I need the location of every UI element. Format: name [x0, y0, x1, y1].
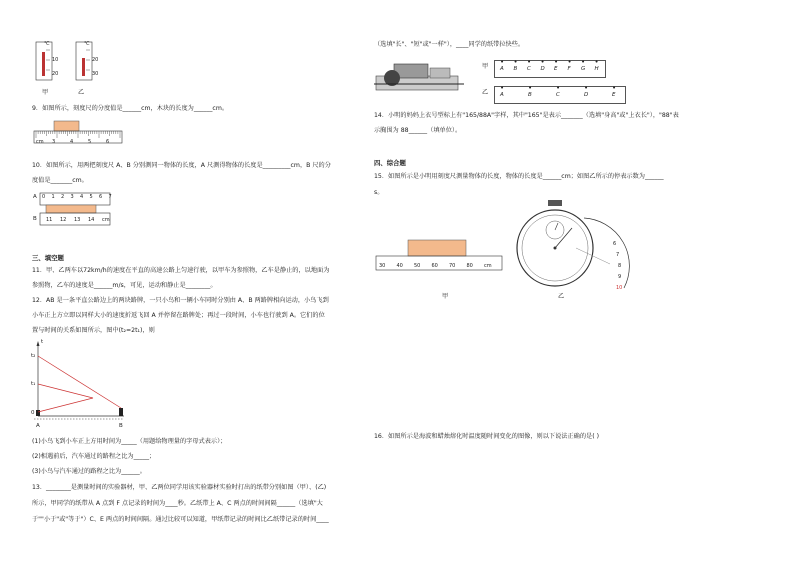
question-10-line2: 度值是_______cm。	[32, 177, 88, 184]
tape-a-point-label: B	[513, 66, 518, 72]
question-11-line2: 参照物，乙车的速度是______m/s，可见，运动和静止是________。	[32, 282, 217, 289]
tape-b-dot: •	[500, 84, 505, 92]
q15-ruler-label: 50	[414, 263, 421, 269]
tape-a-dot: •	[554, 58, 559, 66]
tape-a-point-label: C	[527, 66, 531, 72]
tape-a-point-label: H	[594, 66, 599, 72]
dial-scale-label: 9	[618, 274, 622, 280]
question-11-line1: 11．甲、乙两车以72km/h的速度在平直的高速公路上匀速行驶，以甲车为参照物，乙车是静止的，以地面为	[32, 267, 330, 274]
q15-ruler-label: 70	[449, 263, 456, 269]
tape-a-point-label: A	[500, 66, 504, 72]
dial-scale-label: 6	[613, 241, 617, 247]
ruler-b-tick: 13	[74, 217, 81, 223]
tape-b-dot: •	[528, 84, 533, 92]
q15-label-a: 甲	[442, 293, 449, 300]
graph-a-label: A	[36, 423, 40, 429]
tape-a-point-label: G	[581, 66, 586, 72]
question-12-line2: 小车正上方立即以同样大小的速度折返飞回 A 并停留在路牌处；再过一段时间，小车也行驶到 A。它们的位	[32, 312, 325, 319]
tape-a-dot: •	[594, 58, 599, 66]
question-13-continued: （选填"长"、"短"或"一样"），____同学的纸带拉快些。	[374, 41, 525, 48]
question-14-line2: 示胸围为 88______（填单位）。	[374, 127, 462, 134]
ruler-a-tick: 7	[108, 194, 112, 200]
question-10-line1: 10．如图所示，用两把刻度尺 A、B 分别测同一物体的长度，A 尺测得物体的长度是_________cm，B 尺的分	[32, 162, 331, 169]
thermo-b-tick: 20	[92, 57, 99, 63]
tape-b-point-label: A	[500, 92, 504, 98]
graph-origin-label: 0	[31, 410, 35, 416]
thermo-label-b: 乙	[78, 89, 85, 96]
ruler-a-tick: 4	[80, 194, 84, 200]
section-3-heading: 三、填空题	[32, 254, 64, 262]
graph-t1-label: t₁	[31, 381, 36, 387]
tape-a-dot: •	[513, 58, 518, 66]
tape-a-point-label: E	[554, 66, 558, 72]
q9-ruler-label: 3	[52, 139, 56, 145]
tape-a-dot: •	[527, 58, 532, 66]
question-12-sub2: (2)相遇前后，汽车通过的路程之比为_____；	[32, 453, 156, 460]
question-14-line1: 14．小明的妈妈上衣号型标上有"165/88A"字样，其中"165"是表示_______（选填"身高"或"上衣长"），"88"表	[374, 112, 679, 119]
tape-a-dot: •	[500, 58, 505, 66]
q9-ruler-label: 4	[70, 139, 74, 145]
q15-ruler-label: 80	[466, 263, 473, 269]
tape-a-dot: •	[567, 58, 572, 66]
ruler-a-tick: 1	[51, 194, 55, 200]
q15-ruler-label: 30	[379, 263, 386, 269]
question-13-line2: 所示，甲同学的纸带从 A 点到 F 点记录的时间为____秒。乙纸带上 A、C 两点的时间间隔______（选填"大	[32, 500, 323, 507]
ruler-b-tick: 12	[60, 217, 67, 223]
tape-a-dot: •	[540, 58, 545, 66]
question-12-sub3: (3)小鸟与汽车通过的路程之比为______。	[32, 468, 146, 475]
question-13-line1: 13．________是测量时间的实验器材，甲、乙两位同学用该实验器材实验时打出的纸带分别如图（甲）、(乙)	[32, 484, 327, 491]
dial-scale-label: 7	[616, 252, 620, 258]
graph-b-label: B	[119, 423, 123, 429]
q9-ruler-figure	[34, 118, 124, 146]
tape-b-point-label: C	[556, 92, 560, 98]
tape-b-point-label: E	[612, 92, 616, 98]
tape-a-label: 甲	[482, 63, 489, 70]
ruler-b-tick: cm	[102, 217, 110, 223]
question-16: 16．如图所示是海波和蜡烛熔化时温度随时间变化的图像，则以下说法正确的是( )	[374, 433, 600, 440]
dial-scale-label: 8	[618, 263, 622, 269]
tape-b-point-label: B	[528, 92, 532, 98]
q9-ruler-label: 5	[88, 139, 92, 145]
ruler-a-tick: 6	[99, 194, 103, 200]
question-15-line1: 15．如图所示是小明用刻度尺测量物体的长度，物体的长度是______cm；如图乙所示的停表示数为______	[374, 173, 664, 180]
question-12-line1: 12．AB 是一条平直公路边上的两块路牌，一只小鸟和一辆小车同时分别由 A、B 两路牌相向运动，小鸟飞到	[32, 297, 329, 304]
thermo-a-tick: 20	[52, 71, 59, 77]
thermo-b-unit: ℃	[84, 41, 90, 47]
tape-a-dot: •	[581, 58, 586, 66]
thermo-a-tick: 10	[52, 57, 59, 63]
ruler-b-tick: 11	[46, 217, 53, 223]
q15-ruler-label: cm	[484, 263, 492, 269]
ruler-a-tick: 0	[42, 194, 46, 200]
q15-ruler-label: 40	[396, 263, 403, 269]
ticker-timer-icon	[374, 56, 464, 98]
q15-label-b: 乙	[558, 293, 565, 300]
graph-t-axis-label: t	[41, 339, 44, 345]
position-time-graph	[30, 340, 130, 428]
q9-ruler-label: cm	[36, 139, 44, 145]
ruler-b-label: B	[33, 216, 37, 222]
ruler-a-tick: 2	[61, 194, 65, 200]
question-15-line2: s。	[374, 189, 384, 196]
question-12-line3: 置与时间的关系如图所示，图中(t₂=2t₁)，则	[32, 327, 155, 334]
thermo-b-tick: 30	[92, 71, 99, 77]
q15-ruler-label: 60	[431, 263, 438, 269]
dial-scale-label: 10	[616, 285, 623, 291]
ruler-a-tick: 3	[70, 194, 74, 200]
ruler-b-tick: 14	[88, 217, 95, 223]
tape-b-label: 乙	[482, 89, 489, 96]
question-12-sub1: (1)小鸟飞到小车正上方用时间为_____（用题给物理量的字母式表示）；	[32, 438, 227, 445]
tape-b-dot: •	[612, 84, 617, 92]
ruler-a-label: A	[33, 194, 37, 200]
question-9: 9．如图所示，刻度尺的分度值是______cm，木块的长度为______cm。	[32, 105, 229, 112]
tape-b-dot: •	[556, 84, 561, 92]
ruler-a-tick: 5	[89, 194, 93, 200]
thermo-a-unit: ℃	[44, 41, 50, 47]
tape-a-point-label: D	[540, 66, 545, 72]
thermo-label-a: 甲	[42, 89, 49, 96]
tape-a	[494, 60, 606, 78]
section-4-heading: 四、综合题	[374, 159, 406, 167]
q9-ruler-label: 6	[106, 139, 110, 145]
tape-b-dot: •	[584, 84, 589, 92]
question-13-line3: 于""小于"或"等于"）C、E 两点的时间间隔。通过比较可以知道，甲纸带记录的时间比乙纸带记录的时间____	[32, 516, 329, 523]
tape-a-point-label: F	[567, 66, 571, 72]
tape-b-point-label: D	[584, 92, 589, 98]
graph-t2-label: t₂	[31, 353, 36, 359]
